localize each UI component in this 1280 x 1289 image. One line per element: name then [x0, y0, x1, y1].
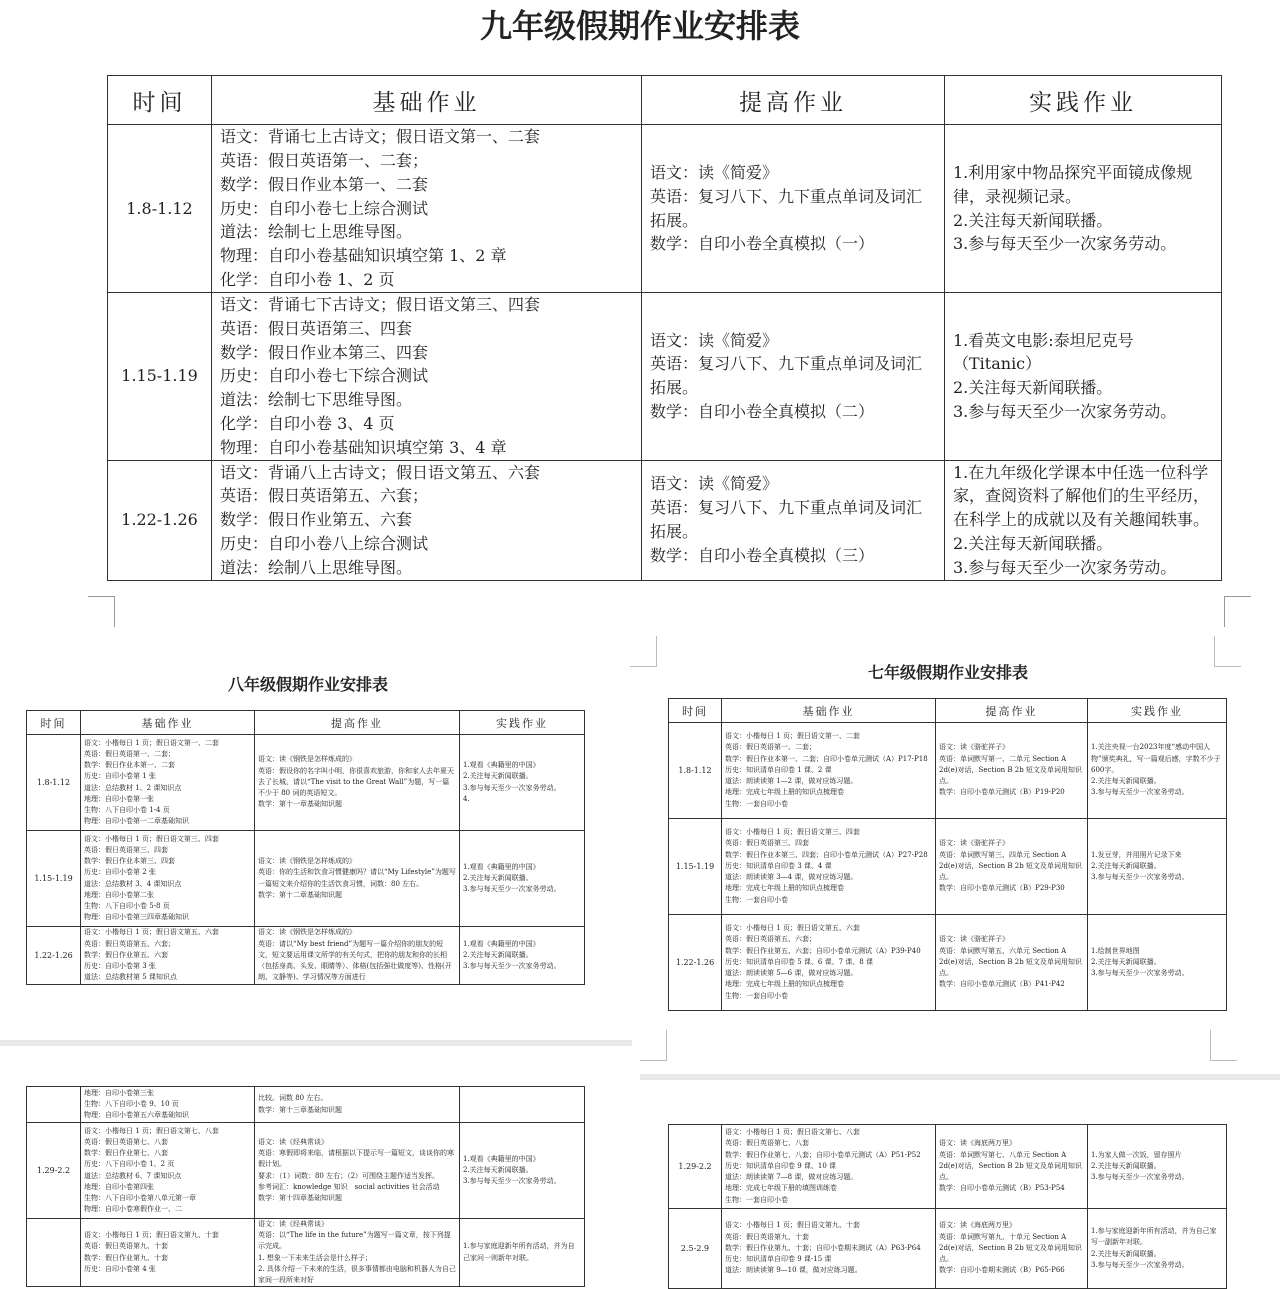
row-date: 1.15-1.19 — [27, 831, 81, 927]
practice-homework: 1.利用家中物品探究平面镜成像规律，录视频记录。 2.关注每天新闻联播。 3.参与每天至少一次家务劳动。 — [945, 125, 1222, 293]
grade7-table — [668, 698, 1227, 1011]
table-row — [27, 735, 585, 831]
practice-homework: 1.观看《典籍里的中国》 2.关注每天新闻联播。 3.参与每天至少一次家务劳动。 4. — [460, 735, 585, 831]
row-date — [27, 1087, 81, 1123]
row-date: 1.22-1.26 — [27, 927, 81, 985]
basic-homework: 语文：小楷每日 1 页；假日语文第九、十套 英语：假日英语第九、十套 数学：假日作业第九、十套；自印小卷期末测试（A）P63-P64 历史：知识清单自印卷 9 课-15 课 道法：朗读读第 9—10 课，做对应练习题。 — [722, 1209, 936, 1289]
advanced-homework: 语文：读《骆驼祥子》 英语：单词默写第三、四单元 Section A 2d(e)对话，Section B 2b 短文及单词用知识点。 数学：自印小卷单元测试（B）P29-P30 — [936, 819, 1088, 915]
basic-homework: 语文：小楷每日 1 页；假日语文第一、二套 英语：假日英语第一、二套； 数学：假日作业本第一、二套；自印小卷单元测试（A）P17-P18 历史：知识清单自印卷 1 课、2 课 道法：朗读读第 1—2 课，做对应练习题。 地理：完成七年级上册的知识点梳理卷 生物：一套自印小卷 — [722, 723, 936, 819]
practice-homework: 1.看英文电影:泰坦尼克号（Titanic） 2.关注每天新闻联播。 3.参与每天至少一次家务劳动。 — [945, 293, 1222, 461]
basic-homework: 地理：自印小卷第三张 生物：八下自印小卷 9、10 页 物理：自印小卷第五六章基础知识 — [81, 1087, 255, 1123]
table-row — [669, 723, 1227, 819]
grade8-header-row — [27, 711, 585, 735]
advanced-homework: 语文：读《经典常谈》 英语：以“The life in the future”为题写一篇文章，按下列提示完成。 1. 想象一下未来生活会是什么样子； 2. 具体介绍一下未来的生活，很多事情都由电脑和机器人为自己家间一段所来对好 — [255, 1219, 460, 1287]
header-practice: 实践作业 — [460, 711, 585, 735]
header-advanced: 提高作业 — [255, 711, 460, 735]
grade8-table-continued — [26, 1086, 585, 1287]
basic-homework: 语文：小楷每日 1 页；假日语文第五、六套 英语：假日英语第五、六套； 数学：假日作业第五、六套；自印小卷单元测试（A）P39-P40 历史：知识清单自印卷 5 课、6 课、7 课、8 课 道法：朗读读第 5—6 课，做对应练习题。 地理：完成七年级上册的知识点梳理卷 生物：一套自印小卷 — [722, 915, 936, 1011]
table-row — [669, 1125, 1227, 1209]
advanced-homework: 语文：读《海底两万里》 英语：单词默写第九、十单元 Section A 2d(e)对话，Section B 2b 短文及单词用知识点。 数学：自印小卷期末测试（B）P65-P66 — [936, 1209, 1088, 1289]
page-separator — [0, 1040, 632, 1046]
practice-homework: 1.参与家庭迎新年所有活动，并为自己家问一则新年对联。 — [460, 1219, 585, 1287]
crop-mark — [1210, 1030, 1237, 1061]
row-date: 1.8-1.12 — [669, 723, 722, 819]
practice-homework: 1.为家人做一次饭，留存照片 2.关注每天新闻联播。 3.参与每天至少一次家务劳动。 — [1088, 1125, 1227, 1209]
row-date: 1.15-1.19 — [669, 819, 722, 915]
grade7-header-row — [669, 699, 1227, 723]
advanced-homework: 语文：读《钢铁是怎样炼成的》 英语：你的生活和饮食习惯健康吗？请以“My Lifestyle”为题写一篇短文来介绍你的生活饮食习惯，词数：80 左右。 数学：第十二章基础知识题 — [255, 831, 460, 927]
practice-homework: 1.绘制世界地图 2.关注每天新闻联播。 3.参与每天至少一次家务劳动。 — [1088, 915, 1227, 1011]
practice-homework: 1.参与家庭迎新年所有活动，并为自己家写一副新年对联。 2.关注每天新闻联播。 3.参与每天至少一次家务劳动。 — [1088, 1209, 1227, 1289]
header-basic: 基础作业 — [722, 699, 936, 723]
advanced-homework: 语文：读《简爱》 英语：复习八下、九下重点单词及词汇拓展。 数学：自印小卷全真模拟（一） — [642, 125, 945, 293]
table-row — [669, 819, 1227, 915]
header-time: 时间 — [108, 76, 212, 125]
advanced-homework: 语文：读《钢铁是怎样炼成的》 英语：请以“My best friend”为题写一篇介绍你的朋友的短文，短文要运用课文所学的有关句式，把你的朋友和你的长相（包括身高、头发、眼睛等）、体格(包括强壮做度等)、性格(开朗、文静等)、学习情况等方面进行 — [255, 927, 460, 985]
basic-homework: 语文：背诵七下古诗文；假日语文第三、四套 英语：假日英语第三、四套 数学：假日作业本第三、四套 历史：自印小卷七下综合测试 道法：绘制七下思维导图。 化学：自印小卷 3、4 页 物理：自印小卷基础知识填空第 3、4 章 — [212, 293, 642, 461]
header-practice: 实践作业 — [1088, 699, 1227, 723]
practice-homework: 1.观看《典籍里的中国》 2.关注每天新闻联播。 3.参与每天至少一次家务劳动。 — [460, 927, 585, 985]
crop-mark — [88, 596, 115, 627]
grade9-title: 九年级假期作业安排表 — [479, 7, 800, 45]
table-row — [108, 293, 1222, 461]
row-date: 1.22-1.26 — [669, 915, 722, 1011]
basic-homework: 语文：小楷每日 1 页；假日语文第三、四套 英语：假日英语第三、四套 数学：假日作业本第三、四套 历史：自印小卷第 2 张 道法：总结教材 3、4 课知识点 地理：自印小卷第二张 生物：八下自印小卷 5-8 页 物理：自印小卷第三四章基础知识 — [81, 831, 255, 927]
header-time: 时间 — [27, 711, 81, 735]
header-practice: 实践作业 — [945, 76, 1222, 125]
practice-homework: 1.在九年级化学课本中任选一位科学家，查阅资料了解他们的生平经历，在科学上的成就以及有关趣闻轶事。 2.关注每天新闻联播。 3.参与每天至少一次家务劳动。 — [945, 460, 1222, 580]
advanced-homework: 比较。词数 80 左右。 数学：第十三章基础知识题 — [255, 1087, 460, 1123]
advanced-homework: 语文：读《钢铁是怎样炼成的》 英语：假设你的名字叫小明，你很喜欢旅游，你和家人去年夏天去了长城，请以“The visit to the Great Wall”为题，写一篇不少于 80 词的英语短文。 数学：第十一章基础知识题 — [255, 735, 460, 831]
grade9-table — [107, 75, 1222, 581]
table-row — [669, 915, 1227, 1011]
header-time: 时间 — [669, 699, 722, 723]
header-basic: 基础作业 — [81, 711, 255, 735]
header-advanced: 提高作业 — [936, 699, 1088, 723]
crop-mark — [640, 1030, 667, 1061]
header-advanced: 提高作业 — [642, 76, 945, 125]
row-date: 1.15-1.19 — [108, 293, 212, 461]
row-date: 1.29-2.2 — [669, 1125, 722, 1209]
basic-homework: 语文：小楷每日 1 页；假日语文第一、二套 英语：假日英语第一、二套； 数学：假日作业本第一、二套 历史：自印小卷第 1 张 道法：总结教材 1、2 课知识点 地理：自印小卷第一张 生物：八下自印小卷 1-4 页 物理：自印小卷第一二章基础知识 — [81, 735, 255, 831]
crop-mark — [630, 636, 657, 667]
grade8-title: 八年级假期作业安排表 — [227, 675, 388, 694]
grade7-table-continued — [668, 1124, 1227, 1289]
table-row — [108, 125, 1222, 293]
page-separator — [640, 1074, 1280, 1080]
advanced-homework: 语文：读《简爱》 英语：复习八下、九下重点单词及词汇拓展。 数学：自印小卷全真模拟（三） — [642, 460, 945, 580]
basic-homework: 语文：小楷每日 1 页；假日语文第九、十套 英语：假日英语第九、十套 数学：假日作业第九、十套 历史：自印小卷第 4 张 — [81, 1219, 255, 1287]
practice-homework: 1.发豆芽，并用照片记录下来 2.关注每天新闻联播。 3.参与每天至少一次家务劳动。 — [1088, 819, 1227, 915]
practice-homework — [460, 1087, 585, 1123]
table-row — [27, 831, 585, 927]
practice-homework: 1.观看《典籍里的中国》 2.关注每天新闻联播。 3.参与每天至少一次家务劳动。 — [460, 1123, 585, 1219]
grade7-title: 七年级假期作业安排表 — [867, 663, 1028, 682]
table-row — [108, 460, 1222, 580]
basic-homework: 语文：小楷每日 1 页；假日语文第五、六套 英语：假日英语第五、六套； 数学：假日作业第五、六套 历史：自印小卷第 3 张 道法：总结教材第 5 课知识点 — [81, 927, 255, 985]
table-row — [669, 1209, 1227, 1289]
row-date: 1.22-1.26 — [108, 460, 212, 580]
practice-homework: 1.关注央视一台2023年度“感动中国人物”颁奖典礼，写一篇观后感，字数不少于600字。 2.关注每天新闻联播。 3.参与每天至少一次家务劳动。 — [1088, 723, 1227, 819]
table-row — [27, 1123, 585, 1219]
basic-homework: 语文：背诵七上古诗文；假日语文第一、二套 英语：假日英语第一、二套； 数学：假日作业本第一、二套 历史：自印小卷七上综合测试 道法：绘制七上思维导图。 物理：自印小卷基础知识填空第 1、2 章 化学：自印小卷 1、2 页 — [212, 125, 642, 293]
table-row — [27, 1087, 585, 1123]
advanced-homework: 语文：读《骆驼祥子》 英语：单词默写第五、六单元 Section A 2d(e)对话，Section B 2b 短文及单词用知识点。 数学：自印小卷单元测试（B）P41-P42 — [936, 915, 1088, 1011]
row-date: 1.29-2.2 — [27, 1123, 81, 1219]
grade8-table — [26, 710, 585, 985]
basic-homework: 语文：小楷每日 1 页；假日语文第七、八套 英语：假日英语第七、八套 数学：假日作业第七、八套；自印小卷单元测试（A）P51-P52 历史：知识清单自印卷 9 课、10 课 道法：朗读读第 7—8 课，做对应练习题。 地理：完成七年级下册的填图训练卷 生物：一套自印小卷 — [722, 1125, 936, 1209]
grade9-header-row — [108, 76, 1222, 125]
row-date: 1.8-1.12 — [27, 735, 81, 831]
advanced-homework: 语文：读《经典常谈》 英语：寒假即将来临，请根据以下提示写一篇短文，谈谈你的寒假计划。 要求：（1）词数：80 左右；（2）可围绕主题作适当发挥。 参考词汇：knowledge 知识 social activities 社会活动 数学：第十四章基础知识题 — [255, 1123, 460, 1219]
crop-mark — [1224, 596, 1251, 627]
table-row — [27, 1219, 585, 1287]
advanced-homework: 语文：读《骆驼祥子》 英语：单词默写第一、二单元 Section A 2d(e)对话，Section B 2b 短文及单词用知识点。 数学：自印小卷单元测试（B）P19-P20 — [936, 723, 1088, 819]
row-date — [27, 1219, 81, 1287]
practice-homework: 1.观看《典籍里的中国》 2.关注每天新闻联播。 3.参与每天至少一次家务劳动。 — [460, 831, 585, 927]
advanced-homework: 语文：读《海底两万里》 英语：单词默写第七、八单元 Section A 2d(e)对话，Section B 2b 短文及单词用知识点。 数学：自印小卷单元测试（B）P53-P54 — [936, 1125, 1088, 1209]
basic-homework: 语文：小楷每日 1 页；假日语文第七、八套 英语：假日英语第七、八套 数学：假日作业第七、八套 历史：八下自印小卷 1、2 页 道法：总结教材 6、7 课知识点 地理：自印小卷第四张 生物：八下自印小卷第八单元第一章 物理：自印小卷寒假作业一、二 — [81, 1123, 255, 1219]
advanced-homework: 语文：读《简爱》 英语：复习八下、九下重点单词及词汇拓展。 数学：自印小卷全真模拟（二） — [642, 293, 945, 461]
header-basic: 基础作业 — [212, 76, 642, 125]
basic-homework: 语文：小楷每日 1 页；假日语文第三、四套 英语：假日英语第三、四套 数学：假日作业本第三、四套；自印小卷单元测试（A）P27-P28 历史：知识清单自印卷 3 课、4 课 道法：朗读读第 3—4 课，做对应练习题。 地理：完成七年级上册的知识点梳理卷 生物：一套自印小卷 — [722, 819, 936, 915]
basic-homework: 语文：背诵八上古诗文；假日语文第五、六套 英语：假日英语第五、六套； 数学：假日作业第五、六套 历史：自印小卷八上综合测试 道法：绘制八上思维导图。 — [212, 460, 642, 580]
table-row — [27, 927, 585, 985]
row-date: 1.8-1.12 — [108, 125, 212, 293]
row-date: 2.5-2.9 — [669, 1209, 722, 1289]
